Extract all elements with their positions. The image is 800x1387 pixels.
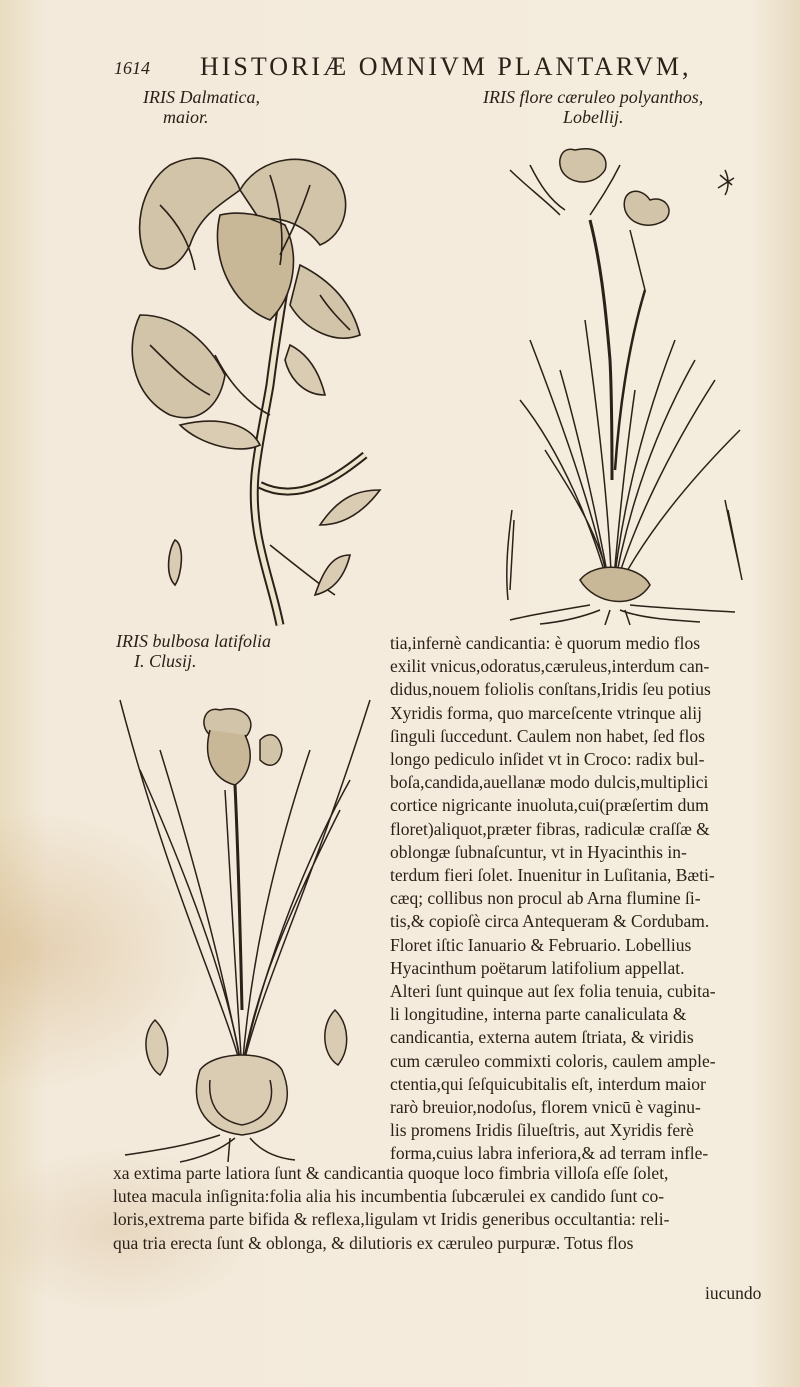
page-number: 1614 bbox=[114, 58, 150, 78]
text-line: tia,infernè candicantia: è quorum medio flos bbox=[390, 633, 701, 653]
running-head: HISTORIÆ OMNIVM PLANTARVM, bbox=[200, 52, 692, 81]
iris-bulbosa-woodcut bbox=[110, 690, 380, 1165]
text-line: cortice nigricante inuoluta,cui(præſertim dum bbox=[390, 795, 709, 816]
text-line: Floret iſtic Ianuario & Februario. Lobellius bbox=[390, 934, 692, 955]
catchword: iucundo bbox=[705, 1283, 762, 1303]
text-line: cæq; collibus non procul ab Arna flumine ſi- bbox=[390, 888, 701, 909]
text-line: rarò breuior,nodoſus, florem vnicū è vaginu- bbox=[390, 1097, 701, 1118]
body-text-column bbox=[390, 632, 776, 1166]
text-line: xa extima parte latiora ſunt & candicantia quoque loco fimbria villoſa eſſe ſolet, bbox=[113, 1163, 669, 1183]
text-line: lutea macula inſignita:folia alia his incumbentia ſubcærulei ex candido ſunt co- bbox=[113, 1186, 665, 1207]
text-line: longo pediculo inſidet vt in Croco: radix bul- bbox=[390, 749, 705, 770]
caption-line: IRIS Dalmatica, bbox=[143, 87, 260, 107]
text-line: didus,nouem foliolis conſtans,Iridis ſeu potius bbox=[390, 679, 711, 700]
text-line: oblongæ ſubnaſcuntur, vt in Hyacinthis in- bbox=[390, 841, 687, 862]
text-line: qua tria erecta ſunt & oblonga, & dilutioris ex cæruleo purpuræ. Totus flos bbox=[113, 1232, 634, 1253]
caption-line: IRIS bulbosa latifolia bbox=[116, 631, 271, 651]
caption-line: maior. bbox=[163, 107, 209, 127]
text-line: boſa,candida,auellanæ modo dulcis,multiplici bbox=[390, 772, 709, 793]
caption-iris-dalmatica bbox=[143, 87, 363, 127]
caption-line: Lobellij. bbox=[563, 107, 624, 127]
text-line: terdum fieri ſolet. Inuenitur in Luſitania, Bæti- bbox=[390, 865, 715, 886]
text-line: lis promens Iridis ſilueſtris, aut Xyridis ferè bbox=[390, 1120, 694, 1141]
caption-iris-bulbosa bbox=[116, 631, 376, 671]
iris-dalmatica-woodcut bbox=[120, 145, 390, 630]
text-line: exilit vnicus,odoratus,cæruleus,interdum can- bbox=[390, 656, 710, 677]
text-line: Xyridis forma, quo marceſcente vtrinque alij bbox=[390, 702, 702, 723]
text-line: tis,& copioſè circa Antequeram & Cordubam. bbox=[390, 911, 710, 932]
body-text-full-width bbox=[113, 1162, 773, 1255]
caption-line: IRIS flore cæruleo polyanthos, bbox=[483, 87, 704, 107]
iris-polyanthos-woodcut bbox=[500, 140, 770, 625]
text-line: forma,cuius labra inferiora,& ad terram infle- bbox=[390, 1143, 709, 1164]
text-line: ſinguli ſuccedunt. Caulem non habet, ſed flos bbox=[390, 725, 705, 746]
text-line: loris,extrema parte bifida & reflexa,ligulam vt Iridis generibus occultantia: reli- bbox=[113, 1209, 670, 1230]
caption-iris-polyanthos bbox=[483, 87, 783, 127]
text-line: candicantia, externa autem ſtriata, & viridis bbox=[390, 1027, 694, 1048]
text-line: Alteri ſunt quinque aut ſex folia tenuia, cubita- bbox=[390, 981, 716, 1002]
text-line: floret)aliquot,præter fibras, radiculæ craſſæ & bbox=[390, 818, 710, 839]
caption-line: I. Clusij. bbox=[134, 651, 197, 671]
text-line: li longitudine, interna parte canaliculata & bbox=[390, 1004, 687, 1025]
text-line: cum cæruleo commixti coloris, caulem ample- bbox=[390, 1050, 716, 1071]
text-line: Hyacinthum poëtarum latifolium appellat. bbox=[390, 957, 685, 978]
text-line: ctentia,qui ſeſquicubitalis eſt, interdum maior bbox=[390, 1073, 706, 1094]
